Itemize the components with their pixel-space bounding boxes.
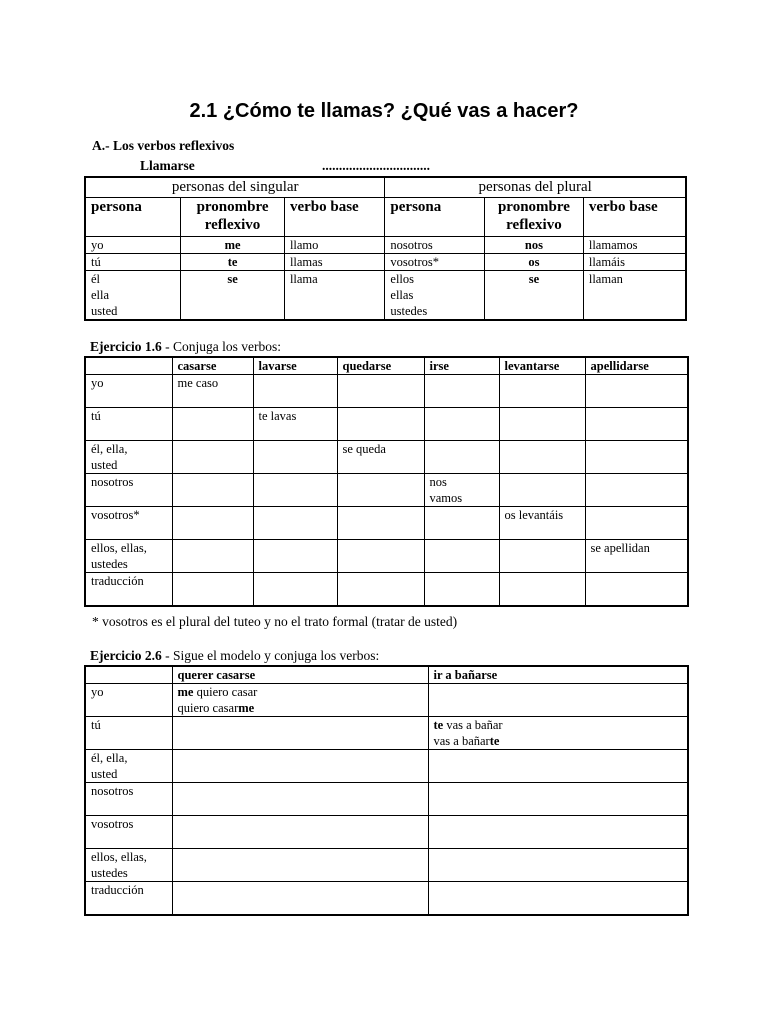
cell-pronoun: te	[181, 254, 285, 271]
cell-persona: nosotros	[385, 237, 485, 254]
column-header: verbo base	[583, 198, 686, 237]
answer-cell[interactable]: os levantáis	[499, 507, 585, 540]
table-row	[85, 849, 688, 882]
row-label: él, ella, usted	[85, 441, 172, 474]
column-header: apellidarse	[585, 357, 688, 375]
cell-persona: ellos ellas ustedes	[385, 271, 485, 321]
exercise-instruction: - Conjuga los verbos:	[161, 339, 281, 354]
table-row	[85, 474, 688, 507]
answer-cell[interactable]	[499, 474, 585, 507]
answer-cell[interactable]	[585, 441, 688, 474]
exercise-name: Ejercicio 1.6	[90, 339, 162, 354]
answer-cell[interactable]	[172, 474, 253, 507]
column-header	[85, 357, 172, 375]
example-text: quiero casar	[177, 701, 239, 715]
verb-label: Llamarse	[140, 158, 195, 173]
cell-verb: llaman	[583, 271, 686, 321]
table-row	[85, 540, 688, 573]
row-label: tú	[85, 717, 172, 750]
table-row	[85, 408, 688, 441]
column-header: pronombre reflexivo	[181, 198, 285, 237]
cell-verb: llamáis	[583, 254, 686, 271]
example-text: quiero casar	[193, 685, 258, 699]
table-row	[85, 573, 688, 607]
row-label: vosotros	[85, 816, 172, 849]
table-row	[85, 750, 688, 783]
cell-pronoun: se	[485, 271, 584, 321]
answer-cell[interactable]	[172, 684, 428, 717]
column-header: quedarse	[337, 357, 424, 375]
cell-pronoun: os	[485, 254, 584, 271]
column-header: lavarse	[253, 357, 337, 375]
column-header: persona	[385, 198, 485, 237]
example-pronoun: me	[177, 685, 194, 699]
answer-cell[interactable]	[172, 408, 253, 441]
answer-cell[interactable]	[585, 507, 688, 540]
row-label: yo	[85, 375, 172, 408]
exercise-name: Ejercicio 2.6	[90, 648, 162, 663]
cell-persona: él ella usted	[85, 271, 181, 321]
table-row	[85, 783, 688, 816]
answer-cell[interactable]	[172, 507, 253, 540]
answer-cell[interactable]	[337, 573, 424, 607]
footnote: * vosotros es el plural del tuteo y no el trato formal (tratar de usted)	[92, 614, 458, 629]
column-header: persona	[85, 198, 181, 237]
answer-cell[interactable]	[428, 882, 688, 916]
exercise-2-caption	[90, 648, 379, 664]
example-text: vas a bañar	[443, 718, 503, 732]
answer-cell[interactable]	[253, 441, 337, 474]
answer-cell[interactable]	[499, 408, 585, 441]
section-a-heading: A.- Los verbos reflexivos	[92, 138, 235, 153]
group-singular-header: personas del singular	[85, 177, 385, 198]
answer-cell[interactable]	[585, 375, 688, 408]
exercise-2-table	[84, 665, 689, 916]
table-row	[85, 441, 688, 474]
example-text: vas a bañar	[433, 734, 490, 748]
answer-cell[interactable]	[253, 375, 337, 408]
answer-cell[interactable]: me caso	[172, 375, 253, 408]
cell-persona: yo	[85, 237, 181, 254]
column-header	[85, 666, 172, 684]
answer-cell[interactable]	[585, 474, 688, 507]
answer-cell[interactable]	[428, 849, 688, 882]
page-title: 2.1 ¿Cómo te llamas? ¿Qué vas a hacer?	[189, 100, 579, 122]
example-pronoun: te	[489, 734, 500, 748]
row-label: tú	[85, 408, 172, 441]
table-row	[85, 271, 686, 321]
row-label: ellos, ellas, ustedes	[85, 540, 172, 573]
answer-cell[interactable]	[428, 816, 688, 849]
cell-pronoun: me	[181, 237, 285, 254]
answer-cell[interactable]	[337, 540, 424, 573]
answer-cell[interactable]	[585, 573, 688, 607]
table-header-row	[85, 666, 688, 684]
example-pronoun: te	[433, 718, 444, 732]
answer-cell[interactable]	[424, 441, 499, 474]
table-row	[85, 816, 688, 849]
answer-cell[interactable]	[172, 816, 428, 849]
table-header-row	[85, 357, 688, 375]
column-header: verbo base	[284, 198, 384, 237]
row-label: vosotros*	[85, 507, 172, 540]
answer-cell[interactable]	[172, 540, 253, 573]
answer-cell[interactable]	[585, 408, 688, 441]
row-label: nosotros	[85, 783, 172, 816]
column-header: casarse	[172, 357, 253, 375]
answer-cell[interactable]: se apellidan	[585, 540, 688, 573]
answer-cell[interactable]	[424, 408, 499, 441]
cell-verb: llamas	[284, 254, 384, 271]
answer-cell[interactable]	[172, 882, 428, 916]
reflexive-pronoun-table	[84, 176, 687, 321]
answer-cell[interactable]	[172, 750, 428, 783]
answer-cell[interactable]	[428, 684, 688, 717]
answer-cell[interactable]	[253, 474, 337, 507]
example-pronoun: me	[238, 701, 255, 715]
column-header: querer casarse	[172, 666, 428, 684]
cell-persona: vosotros*	[385, 254, 485, 271]
table-row	[85, 717, 688, 750]
answer-cell[interactable]	[499, 573, 585, 607]
row-label: traducción	[85, 882, 172, 916]
row-label: él, ella, usted	[85, 750, 172, 783]
answer-blank: ................................	[322, 158, 430, 173]
row-label: ellos, ellas, ustedes	[85, 849, 172, 882]
column-header: irse	[424, 357, 499, 375]
answer-cell[interactable]	[499, 441, 585, 474]
answer-cell[interactable]	[172, 573, 253, 607]
exercise-instruction: - Sigue el modelo y conjuga los verbos:	[161, 648, 380, 663]
answer-cell[interactable]	[499, 375, 585, 408]
answer-cell[interactable]	[424, 375, 499, 408]
answer-cell[interactable]	[428, 717, 688, 750]
column-header: levantarse	[499, 357, 585, 375]
answer-cell[interactable]	[253, 507, 337, 540]
llamarse-line	[140, 158, 460, 174]
table-row	[85, 254, 686, 271]
answer-cell[interactable]	[253, 573, 337, 607]
answer-cell[interactable]	[337, 408, 424, 441]
answer-cell[interactable]	[424, 573, 499, 607]
table-row	[85, 375, 688, 408]
row-label: nosotros	[85, 474, 172, 507]
column-header: pronombre reflexivo	[485, 198, 584, 237]
answer-cell[interactable]	[172, 783, 428, 816]
table-row	[85, 684, 688, 717]
cell-verb: llamo	[284, 237, 384, 254]
cell-persona: tú	[85, 254, 181, 271]
group-plural-header: personas del plural	[385, 177, 686, 198]
cell-pronoun: se	[181, 271, 285, 321]
exercise-1-caption	[90, 339, 281, 355]
answer-cell[interactable]: se queda	[337, 441, 424, 474]
cell-verb: llama	[284, 271, 384, 321]
exercise-1-table	[84, 356, 689, 607]
answer-cell[interactable]: te lavas	[253, 408, 337, 441]
answer-cell[interactable]	[337, 474, 424, 507]
answer-cell[interactable]	[499, 540, 585, 573]
answer-cell[interactable]	[172, 717, 428, 750]
table-row	[85, 507, 688, 540]
answer-cell[interactable]	[337, 507, 424, 540]
answer-cell[interactable]	[428, 750, 688, 783]
answer-cell[interactable]	[428, 783, 688, 816]
answer-cell[interactable]	[253, 540, 337, 573]
row-label: yo	[85, 684, 172, 717]
column-header: ir a bañarse	[428, 666, 688, 684]
table-row	[85, 882, 688, 916]
answer-cell[interactable]	[424, 507, 499, 540]
answer-cell[interactable]: nos vamos	[424, 474, 499, 507]
cell-pronoun: nos	[485, 237, 584, 254]
answer-cell[interactable]	[424, 540, 499, 573]
cell-verb: llamamos	[583, 237, 686, 254]
answer-cell[interactable]	[172, 441, 253, 474]
table-row	[85, 237, 686, 254]
row-label: traducción	[85, 573, 172, 607]
answer-cell[interactable]	[337, 375, 424, 408]
answer-cell[interactable]	[172, 849, 428, 882]
